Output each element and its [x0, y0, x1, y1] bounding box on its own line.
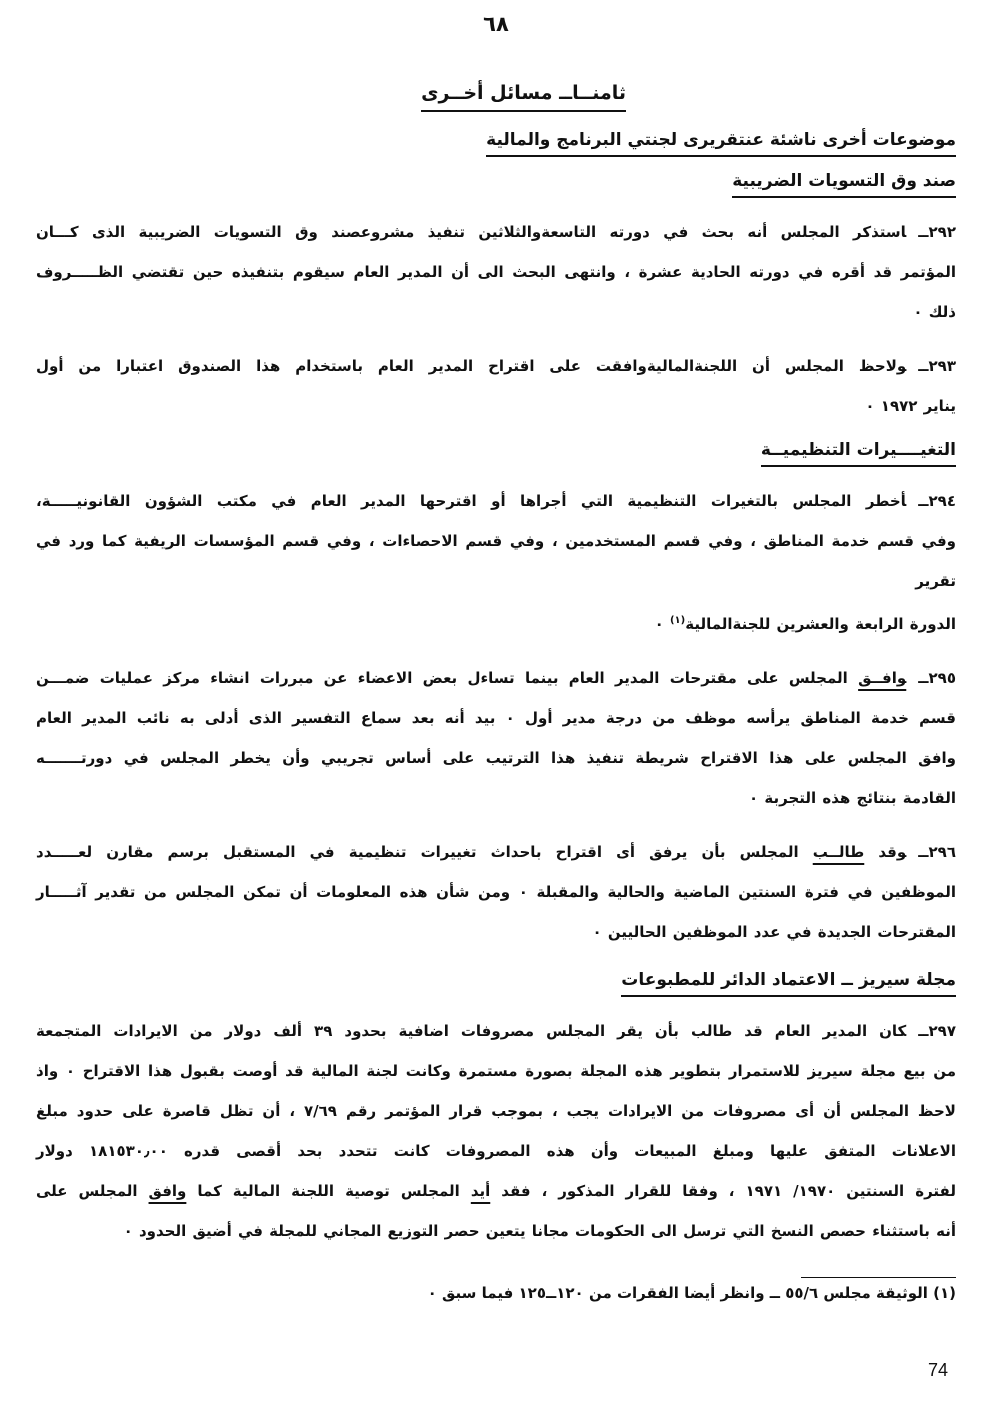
- p295-line-4: القادمة بنتائج هذه التجربة ٠: [749, 789, 956, 807]
- p297-line-4: الاعلانات المتفق عليها ومبلغ المبيعات وأن هذه المصروفات كانت تتحدد بحد أقصى قدره ١٨١٥٣٠٫٠٠ دولار: [36, 1142, 956, 1160]
- footnote-text: الوثيقة مجلس ٥٥/٦ ــ وانظر أيضا الفقرات من ١٢٠ــ١٢٥ فيما سبق ٠: [427, 1284, 928, 1302]
- paragraph-number: ٢٩٥ــ: [918, 669, 956, 687]
- paragraph-296: [36, 832, 956, 952]
- p294-line-1: ٢٩٤ــأخطر المجلس بالتغيرات التنظيمية التي أجراها أو اقترحها المدير العام في مكتب الشؤون القانونيـــــة،: [36, 492, 956, 510]
- heading-ceres: مجلة سيريز ــ الاعتماد الدائر للمطبوعات: [621, 970, 956, 997]
- paragraph-295: [36, 658, 956, 818]
- p296-line-3: المقترحات الجديدة في عدد الموظفين الحاليين ٠: [592, 923, 956, 941]
- footnote-rule: [801, 1277, 956, 1278]
- p297-line-2: من بيع مجلة سيريز للاستمرار بتطوير هذه المجلة بصورة مستمرة وكانت لجنة المالية قد أوصت بقبول هذا الاقتراح ٠ واذ: [36, 1062, 956, 1080]
- p292-line-2: المؤتمر قد أقره في دورته الحادية عشرة ، وانتهى البحث الى أن المدير العام سيقوم بتنفيذه حين تقتضي الظـــــروف: [36, 263, 956, 281]
- paragraph-297: [36, 1011, 956, 1251]
- paragraph-number: ٢٩٣ــ: [918, 357, 956, 375]
- footnote-block: [36, 1277, 956, 1302]
- subsection-title-row: [36, 130, 956, 157]
- heading-tax-fund-row: [36, 171, 956, 198]
- p292-line-1: ٢٩٢ــاستذكر المجلس أنه بحث في دورته التاسعةوالثلاثين تنفيذ مشروعصند وق التسويات الضريبية الذى كـــان: [36, 223, 956, 241]
- paragraph-number: ٢٩٢ــ: [918, 223, 956, 241]
- p293-line-2: يناير ١٩٧٢ ٠: [865, 397, 956, 415]
- page-number-top: ٦٨: [483, 12, 509, 36]
- heading-org-changes-row: [36, 440, 956, 467]
- section-title-row: [36, 52, 956, 112]
- paragraph-294: [36, 481, 956, 644]
- paragraph-number: ٢٩٧ــ: [918, 1022, 956, 1040]
- heading-tax-fund: صند وق التسويات الضريبية: [732, 171, 956, 198]
- subsection-title: موضوعات أخرى ناشئة عنتقريرى لجنتي البرنامج والمالية: [486, 130, 956, 157]
- p297-line-3: لاحظ المجلس أن أى مصروفات من الايرادات يجب ، بموجب قرار المؤتمر رقم ٧/٦٩ ، أن تظل قاصرة على حدود مبلغ: [36, 1102, 956, 1120]
- paragraph-number: ٢٩٤ــ: [918, 492, 956, 510]
- p297-line-6: أنه باستثناء حصص النسخ التي ترسل الى الحكومات مجانا يتعين حصر التوزيع المجاني للمجلة في أضيق الحدود ٠: [123, 1222, 956, 1240]
- footnote: [36, 1284, 956, 1302]
- page-number-bottom: 74: [927, 1360, 948, 1380]
- heading-org-changes: التغيــــيرات التنظيميــة: [761, 440, 956, 467]
- paragraph-293: [36, 346, 956, 426]
- p295-line-3: وافق المجلس على هذا الاقتراح شريطة تنفيذ هذا الترتيب على أساس تجريبي وأن يخطر المجلس في دورتـــــــه: [36, 749, 956, 767]
- p297-line-1: ٢٩٧ــكان المدير العام قد طالب بأن يقر المجلس مصروفات اضافية بحدود ٣٩ ألف دولار من الايرادات المتجمعة: [36, 1022, 956, 1040]
- heading-ceres-row: [36, 970, 956, 997]
- p295-line-2: قسم خدمة المناطق يرأسه موظف من درجة مدير أول ٠ بيد أنه بعد سماع التفسير الذى أدلى به نائب المدير العام: [36, 709, 956, 727]
- underlined-word: وافــق: [858, 669, 907, 687]
- p295-line-1: ٢٩٥ــوافــق المجلس على مقترحات المدير العام بينما تساءل بعض الاعضاء عن مبررات انشاء مركز عمليات ضمـــن: [36, 669, 956, 687]
- underlined-word: أيد: [470, 1182, 491, 1200]
- p294-line-2: وفي قسم خدمة المناطق ، وفي قسم المستخدمين ، وفي قسم الاحصاءات ، وفي قسم المؤسسات الريفية كما ورد في تقرير: [36, 532, 956, 590]
- p293-line-1: ٢٩٣ــولاحظ المجلس أن اللجنةالماليةوافقت على اقتراح المدير العام باستخدام هذا الصندوق اعتبارا من أول: [36, 357, 956, 375]
- paragraph-number: ٢٩٦ــ: [918, 843, 956, 861]
- p294-line-3: الدورة الرابعة والعشرين للجنةالمالية$^{(١)}$ ٠: [654, 615, 956, 633]
- underlined-word: وافق: [148, 1182, 187, 1200]
- p292-line-3: ذلك ٠: [913, 303, 956, 321]
- footnote-marker: (١): [933, 1284, 956, 1302]
- p297-line-5: لفترة السنتين ١٩٧٠/ ١٩٧١ ، وفقا للقرار المذكور ، فقد أيد المجلس توصية اللجنة المالية كما وافق المجلس على: [36, 1182, 956, 1200]
- footnote-ref[interactable]: (١): [669, 615, 686, 626]
- underlined-word: طالــب: [812, 843, 865, 861]
- p296-line-2: الموظفين في فترة السنتين الماضية والحالية والمقبلة ٠ ومن شأن هذه المعلومات أن تمكن المجلس من تقدير آثـــــار: [36, 883, 957, 901]
- section-title: ثامنــاــ مسائل أخــرى: [421, 82, 626, 112]
- p296-line-1: ٢٩٦ــوقد طالــب المجلس بأن يرفق أى اقتراح باحداث تغييرات تنظيمية في المستقبل برسم مقارن لعـــــدد: [36, 843, 956, 861]
- paragraph-292: [36, 212, 956, 332]
